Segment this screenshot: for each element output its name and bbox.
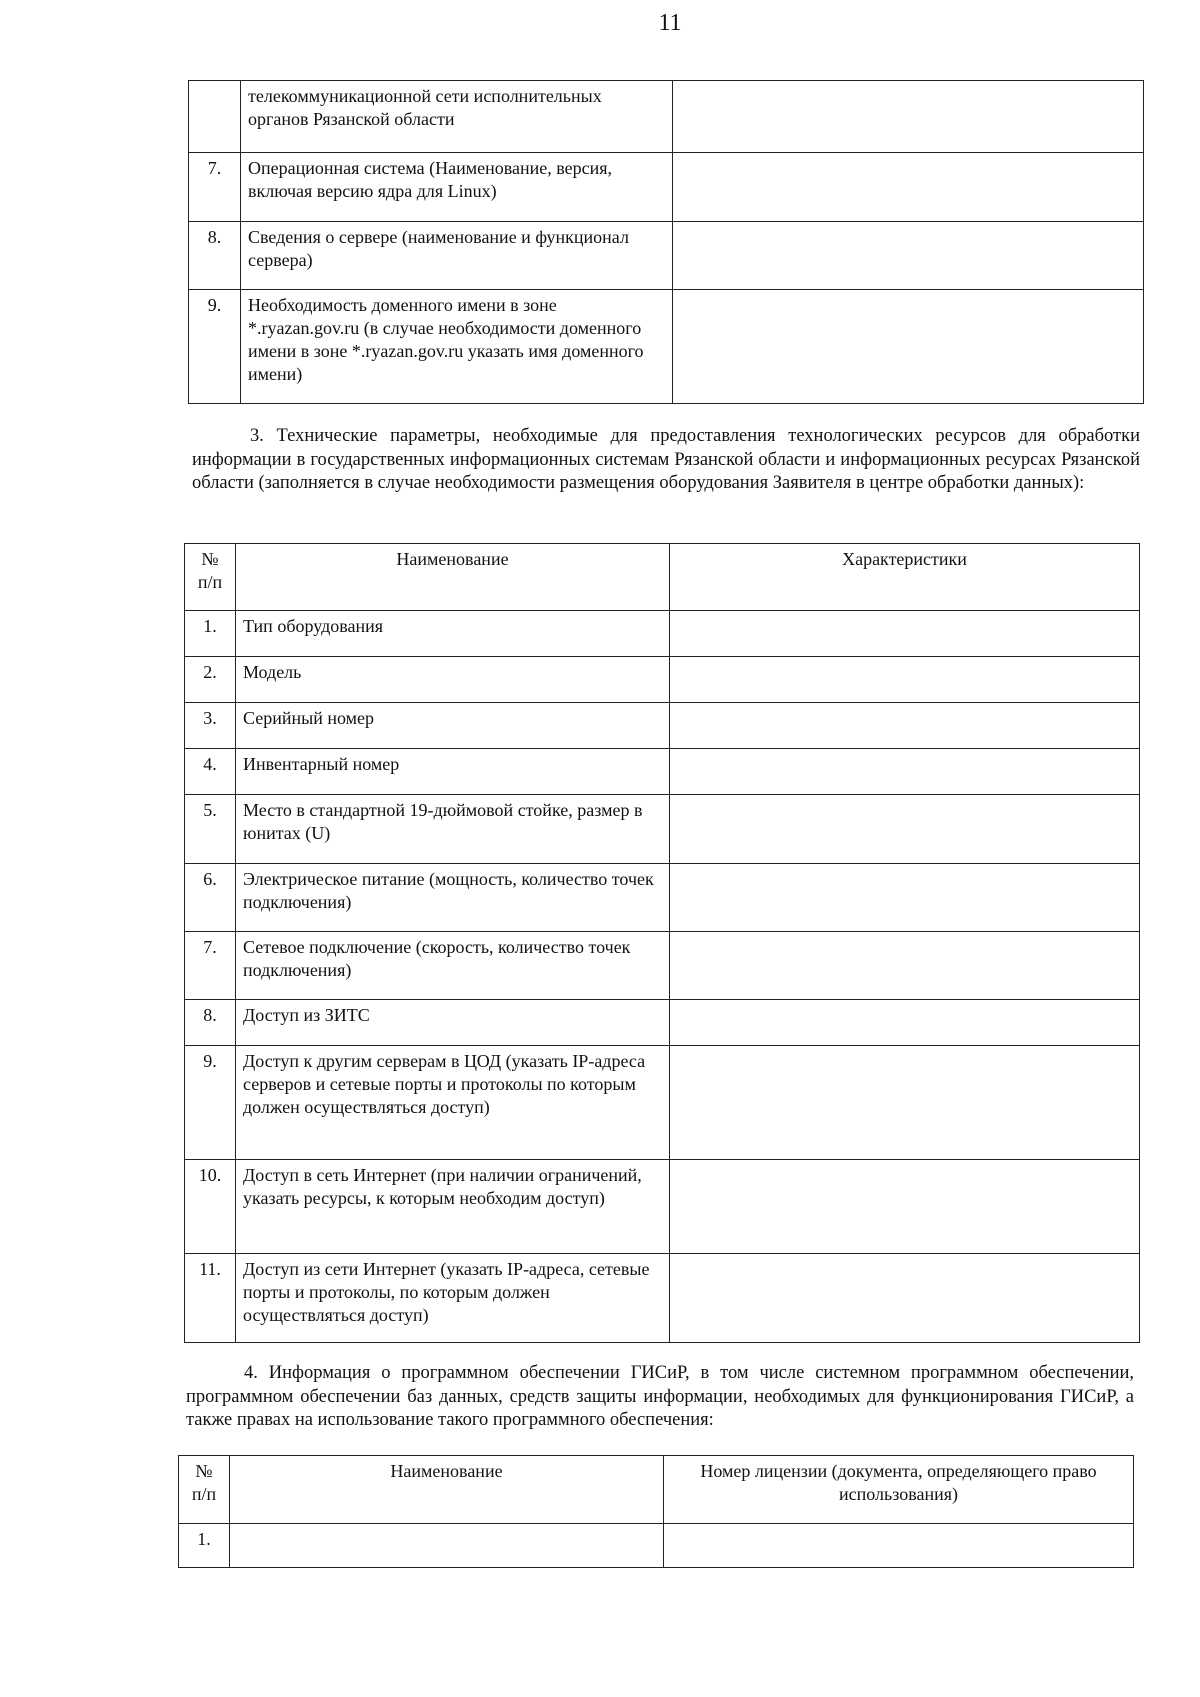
table-row [185,1160,1140,1254]
row-number: 2. [185,657,236,703]
row-number: 8. [189,222,241,290]
section-4-paragraph: 4. Информация о программном обеспечении ГИСиР, в том числе системном программном обеспечении, программном обеспечении баз данных, средств защиты информации, необходимых для функционирования ГИСиР, а также правах на использование такого программного обеспечения: [186,1363,1134,1430]
row-value-cell [673,290,1144,404]
row-license-cell [664,1524,1134,1568]
table-row [185,864,1140,932]
row-name: Доступ из сети Интернет (указать IP-адреса, сетевые порты и протоколы, по которым должен осуществляться доступ) [236,1254,670,1343]
row-name: Тип оборудования [236,611,670,657]
table-row [185,657,1140,703]
row-name: Операционная система (Наименование, версия, включая версию ядра для Linux) [241,153,673,222]
table-row [185,932,1140,1000]
row-number: 4. [185,749,236,795]
table-row [185,703,1140,749]
table-row [189,222,1144,290]
row-value-cell [670,864,1140,932]
column-header-characteristics: Характеристики [670,544,1140,611]
table-row [189,290,1144,404]
column-header-number: № п/п [179,1456,230,1524]
row-number: 9. [189,290,241,404]
table-row [185,1254,1140,1343]
table-row [185,611,1140,657]
page-number: 11 [658,10,682,36]
table-header-row [185,544,1140,611]
row-name: Инвентарный номер [236,749,670,795]
row-value-cell [673,81,1144,153]
row-value-cell [673,153,1144,222]
row-number: 5. [185,795,236,864]
row-number: 11. [185,1254,236,1343]
column-header-name: Наименование [230,1456,664,1524]
column-header-license: Номер лицензии (документа, определяющего право использования) [664,1456,1134,1524]
row-name: Сведения о сервере (наименование и функционал сервера) [241,222,673,290]
row-name: Сетевое подключение (скорость, количество точек подключения) [236,932,670,1000]
row-value-cell [670,1254,1140,1343]
table-row [179,1524,1134,1568]
row-name: Необходимость доменного имени в зоне *.ryazan.gov.ru (в случае необходимости доменного имени в зоне *.ryazan.gov.ru указать имя доменного имени) [241,290,673,404]
row-value-cell [670,703,1140,749]
row-value-cell [670,795,1140,864]
table-header-row [179,1456,1134,1524]
server-info-table [188,80,1144,404]
row-name: Доступ в сеть Интернет (при наличии ограничений, указать ресурсы, к которым необходим доступ) [236,1160,670,1254]
table-row [185,795,1140,864]
row-name [230,1524,664,1568]
column-header-number: № п/п [185,544,236,611]
row-number: 7. [185,932,236,1000]
column-header-name: Наименование [236,544,670,611]
row-number: 9. [185,1046,236,1160]
table-row [185,1046,1140,1160]
row-value-cell [670,932,1140,1000]
row-name: Электрическое питание (мощность, количество точек подключения) [236,864,670,932]
row-name: Доступ из ЗИТС [236,1000,670,1046]
row-name: Место в стандартной 19-дюймовой стойке, размер в юнитах (U) [236,795,670,864]
row-number: 6. [185,864,236,932]
table-row [189,81,1144,153]
row-name: Доступ к другим серверам в ЦОД (указать IP-адреса серверов и сетевые порты и протоколы по которым должен осуществляться доступ) [236,1046,670,1160]
row-number: 7. [189,153,241,222]
row-number: 1. [185,611,236,657]
table-row [185,749,1140,795]
table-row [189,153,1144,222]
section-3-paragraph: 3. Технические параметры, необходимые для предоставления технологических ресурсов для обработки информации в государственных информационных системам Рязанской области и информационных ресурсах Рязанской области (заполняется в случае необходимости размещения оборудования Заявителя в центре обработки данных): [192,426,1140,493]
row-value-cell [670,611,1140,657]
technical-parameters-table [184,543,1140,1343]
software-table [178,1455,1134,1568]
row-number: 8. [185,1000,236,1046]
row-value-cell [670,1160,1140,1254]
row-value-cell [670,749,1140,795]
table-row [185,1000,1140,1046]
row-value-cell [670,1000,1140,1046]
row-name: телекоммуникационной сети исполнительных органов Рязанской области [241,81,673,153]
row-name: Модель [236,657,670,703]
row-number: 3. [185,703,236,749]
row-value-cell [670,1046,1140,1160]
row-number [189,81,241,153]
row-value-cell [670,657,1140,703]
row-number: 10. [185,1160,236,1254]
row-number: 1. [179,1524,230,1568]
row-value-cell [673,222,1144,290]
row-name: Серийный номер [236,703,670,749]
